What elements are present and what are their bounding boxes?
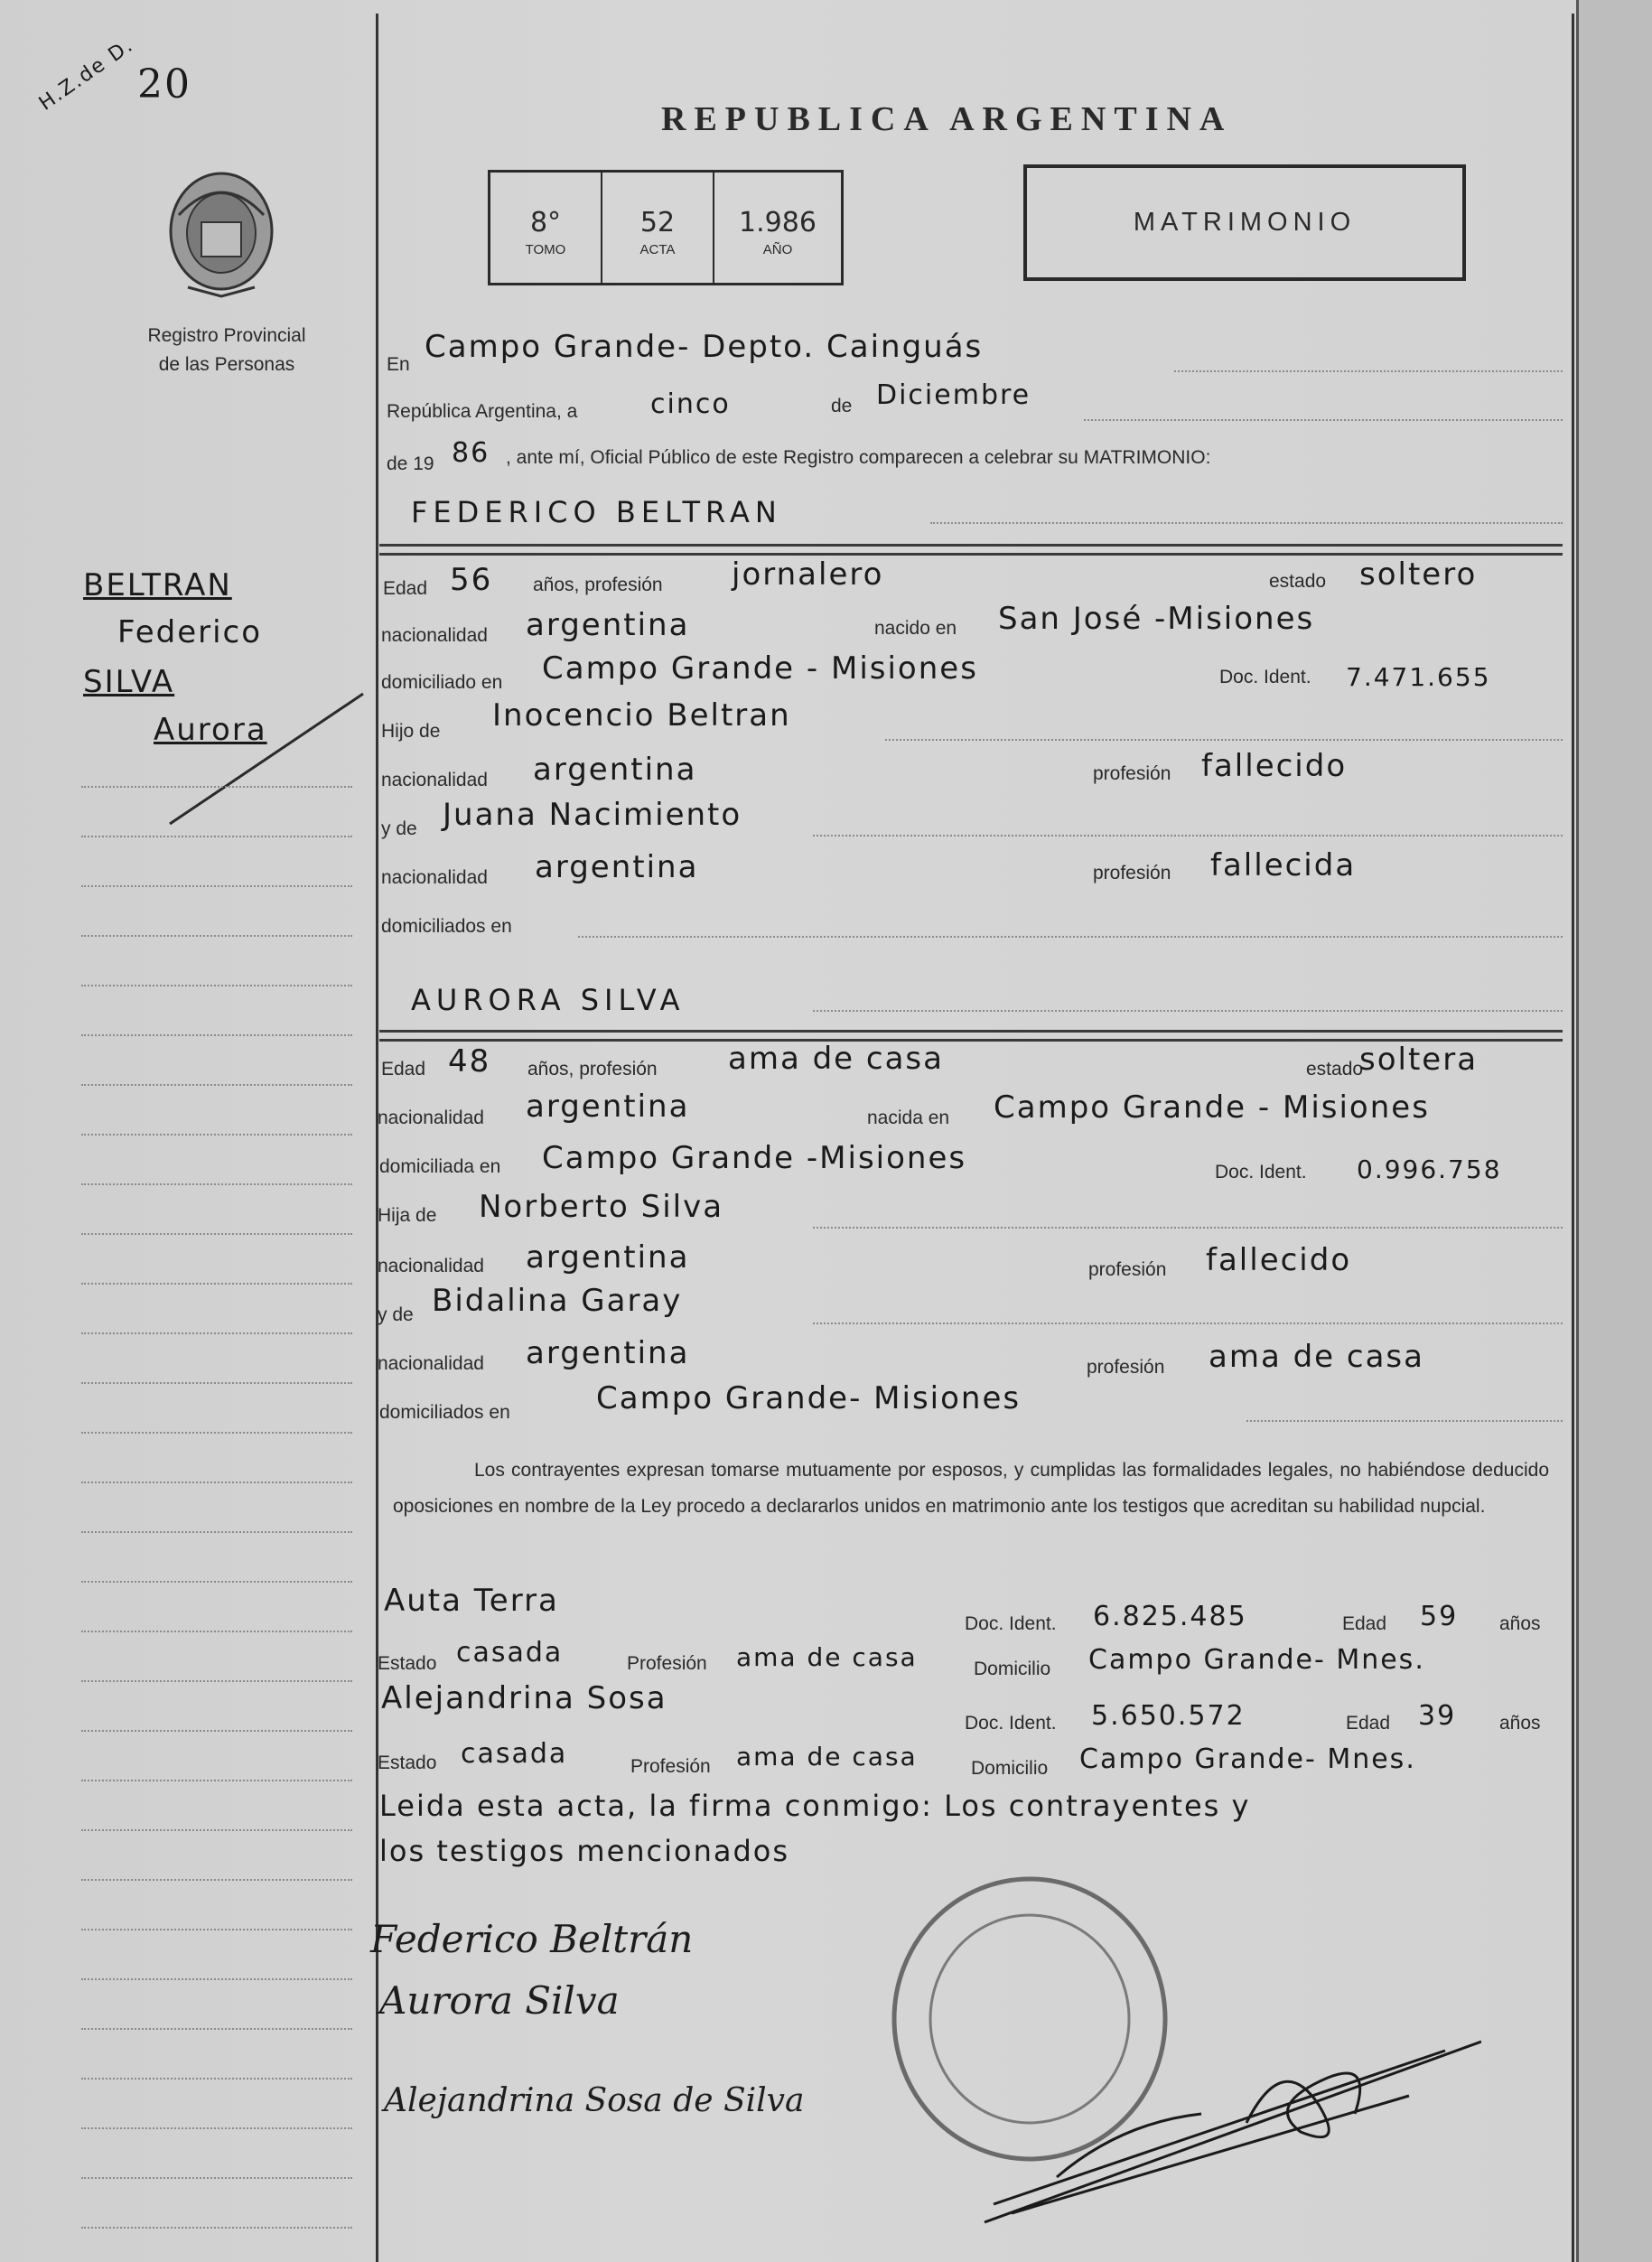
bride-profesion: ama de casa: [728, 1041, 944, 1077]
bride-nac-label: nacionalidad: [378, 1108, 484, 1128]
witness2-doc: 5.650.572: [1091, 1700, 1246, 1732]
registry-name: [114, 322, 340, 379]
groom-madre-nac-label: nacionalidad: [381, 867, 488, 888]
margin-surname-groom: BELTRAN: [83, 567, 232, 603]
declaration-text: Los contrayentes expresan tomarse mutuamente por esposos, y cumplidas las formalidades legales, no habiéndose deducido oposiciones en nombre de la Ley procedo a declararlos unidos en matrimonio ante los testigos que acreditan su habilidad nupcial.: [393, 1460, 1549, 1517]
groom-madre: Juana Nacimiento: [443, 797, 742, 833]
groom-nacido-label: nacido en: [874, 618, 957, 639]
margin-name-bride: Aurora: [154, 712, 267, 748]
witness2-dom-label: Domicilio: [971, 1758, 1049, 1779]
record-type-box: MATRIMONIO: [1023, 164, 1466, 281]
tomo-cell: [490, 173, 602, 283]
groom-dom-label: domiciliado en: [381, 672, 503, 693]
intro-year: 86: [452, 437, 490, 469]
rule: [813, 835, 1563, 837]
bride-padre-nac-label: nacionalidad: [378, 1256, 484, 1276]
anio-value: 1.986: [739, 207, 817, 238]
bride-padre-prof: fallecido: [1206, 1242, 1352, 1278]
groom-profesion: jornalero: [732, 556, 884, 593]
bride-padre-nac: argentina: [526, 1239, 690, 1276]
section-divider: [379, 553, 1563, 556]
witness2-name: Alejandrina Sosa: [381, 1680, 667, 1716]
signature-bride: Aurora Silva: [379, 1978, 620, 2023]
groom-estado-label: estado: [1269, 571, 1327, 592]
margin-strike-icon: [163, 687, 370, 831]
bride-estado-label: estado: [1306, 1059, 1364, 1080]
groom-domiciliados-label: domiciliados en: [381, 916, 512, 937]
groom-profesion-label: años, profesión: [533, 575, 663, 595]
witness1-estado-label: Estado: [378, 1653, 437, 1674]
de-label: de: [831, 396, 853, 416]
official-signature-icon: [975, 1996, 1481, 2231]
bride-madre-nac-label: nacionalidad: [378, 1353, 484, 1374]
groom-madre-prof-label: profesión: [1093, 863, 1171, 883]
rule: [1174, 370, 1563, 372]
book-edge: [1576, 0, 1652, 2262]
bride-edad-label: Edad: [381, 1059, 426, 1080]
acta-cell: [602, 173, 714, 283]
witness2-prof: ama de casa: [736, 1742, 918, 1771]
witness1-prof: ama de casa: [736, 1642, 918, 1672]
witness2-prof-label: Profesión: [630, 1756, 711, 1777]
bride-padre-prof-label: profesión: [1088, 1259, 1167, 1280]
country-title: REPUBLICA ARGENTINA: [661, 100, 1233, 138]
groom-nac-label: nacionalidad: [381, 625, 488, 646]
rule: [813, 1010, 1563, 1012]
bride-madre-prof: ama de casa: [1209, 1339, 1424, 1375]
groom-padre-prof-label: profesión: [1093, 763, 1171, 784]
rule: [930, 522, 1563, 524]
rule: [813, 1227, 1563, 1229]
anio-cell: [714, 173, 841, 283]
rule: [813, 1323, 1563, 1324]
witness1-doc-label: Doc. Ident.: [965, 1613, 1057, 1634]
bride-madre-prof-label: profesión: [1087, 1357, 1165, 1378]
groom-dom: Campo Grande - Misiones: [542, 650, 978, 687]
groom-padre: Inocencio Beltran: [492, 697, 791, 734]
groom-hijo-label: Hijo de: [381, 721, 441, 742]
groom-madre-nac: argentina: [535, 849, 699, 885]
bride-doc: 0.996.758: [1357, 1154, 1502, 1184]
tomo-label: TOMO: [525, 242, 566, 257]
witness1-prof-label: Profesión: [627, 1653, 707, 1674]
bride-yde-label: y de: [378, 1304, 414, 1325]
bride-nac: argentina: [526, 1089, 690, 1125]
right-rule: [1572, 14, 1574, 2262]
witness1-estado: casada: [456, 1637, 564, 1668]
section-divider: [379, 1030, 1563, 1033]
bride-profesion-label: años, profesión: [527, 1059, 658, 1080]
anio-label: AÑO: [762, 242, 793, 257]
margin-surname-bride: SILVA: [83, 664, 175, 700]
groom-padre-prof: fallecido: [1201, 748, 1348, 784]
acta-value: 52: [639, 207, 676, 238]
rule: [578, 936, 1563, 938]
groom-estado: soltero: [1359, 556, 1478, 593]
margin-note: H.Z.de D.: [34, 33, 138, 116]
witness1-edad-label: Edad: [1342, 1613, 1387, 1634]
groom-nacido: San José -Misiones: [998, 601, 1315, 637]
groom-name: FEDERICO BELTRAN: [411, 495, 782, 529]
groom-yde-label: y de: [381, 818, 417, 839]
rule: [885, 739, 1563, 741]
witness1-anos-label: años: [1499, 1613, 1541, 1634]
witness1-name: Auta Terra: [384, 1583, 559, 1619]
bride-nacida: Campo Grande - Misiones: [994, 1089, 1430, 1126]
section-divider: [379, 544, 1563, 547]
witness2-dom: Campo Grande- Mnes.: [1079, 1743, 1416, 1775]
groom-padre-nac: argentina: [533, 752, 697, 788]
groom-edad-label: Edad: [383, 578, 428, 599]
intro-text: , ante mí, Oficial Público de este Registro comparecen a celebrar su MATRIMONIO:: [506, 447, 1211, 468]
year-prefix: de 19: [387, 453, 434, 474]
registry-line2: de las Personas: [158, 354, 295, 375]
acta-label: ACTA: [639, 242, 676, 257]
witness1-doc: 6.825.485: [1093, 1601, 1247, 1632]
witness1-dom: Campo Grande- Mnes.: [1088, 1644, 1425, 1676]
intro-day: cinco: [650, 388, 731, 420]
bride-dom: Campo Grande -Misiones: [542, 1140, 967, 1176]
groom-doc-label: Doc. Ident.: [1219, 667, 1311, 687]
bride-doc-label: Doc. Ident.: [1215, 1162, 1307, 1182]
bride-hija-label: Hija de: [378, 1205, 437, 1226]
record-number-box: [488, 170, 844, 285]
groom-doc: 7.471.655: [1346, 662, 1491, 692]
rule: [1246, 1420, 1563, 1422]
groom-padre-nac-label: nacionalidad: [381, 770, 488, 790]
closing-line1: Leida esta acta, la firma conmigo: Los contrayentes y: [379, 1789, 1251, 1823]
witness2-estado: casada: [461, 1738, 568, 1770]
intro-place: Campo Grande- Depto. Cainguás: [425, 329, 984, 365]
witness2-estado-label: Estado: [378, 1753, 437, 1773]
bride-domiciliados: Campo Grande- Misiones: [596, 1380, 1022, 1416]
witness1-dom-label: Domicilio: [974, 1659, 1051, 1679]
registry-line1: Registro Provincial: [147, 325, 306, 346]
witness2-doc-label: Doc. Ident.: [965, 1713, 1057, 1734]
page-number: 20: [137, 61, 191, 107]
bride-domiciliados-label: domiciliados en: [379, 1402, 510, 1423]
groom-madre-prof: fallecida: [1210, 847, 1357, 883]
bride-name: AURORA SILVA: [411, 983, 686, 1017]
tomo-value: 8°: [529, 207, 562, 238]
rule: [1084, 419, 1563, 421]
closing-line2: los testigos mencionados: [379, 1834, 790, 1868]
en-label: En: [387, 354, 410, 375]
signature-witness: Alejandrina Sosa de Silva: [384, 2082, 805, 2119]
bride-madre: Bidalina Garay: [432, 1283, 683, 1319]
bride-nacida-label: nacida en: [867, 1108, 950, 1128]
signature-groom: Federico Beltrán: [370, 1917, 694, 1961]
coat-of-arms-icon: [161, 161, 283, 301]
witness2-edad-label: Edad: [1346, 1713, 1391, 1734]
margin-name-groom: Federico: [117, 614, 263, 650]
bride-edad: 48: [448, 1043, 491, 1080]
witness1-edad: 59: [1420, 1601, 1459, 1632]
bride-dom-label: domiciliada en: [379, 1156, 501, 1177]
intro-month: Diciembre: [876, 379, 1031, 411]
groom-nac: argentina: [526, 607, 690, 643]
republica-label: República Argentina, a: [387, 401, 578, 422]
bride-madre-nac: argentina: [526, 1335, 690, 1371]
witness2-anos-label: años: [1499, 1713, 1541, 1734]
witness2-edad: 39: [1418, 1700, 1457, 1732]
groom-edad: 56: [450, 562, 493, 598]
bride-padre: Norberto Silva: [479, 1189, 724, 1225]
bride-estado: soltera: [1359, 1042, 1479, 1078]
